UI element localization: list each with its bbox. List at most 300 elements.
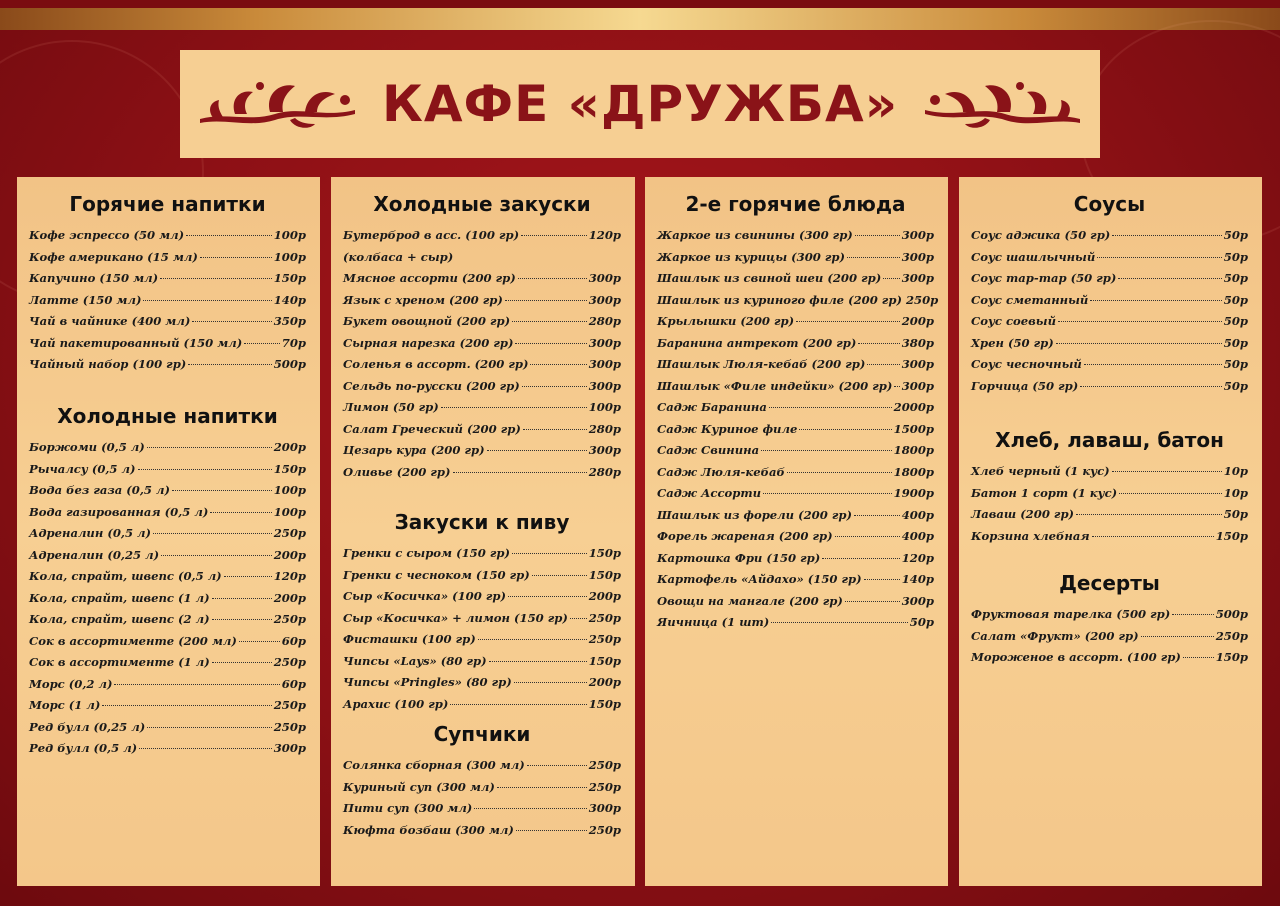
dot-leader <box>1112 471 1222 472</box>
menu-item <box>971 461 1248 483</box>
menu-item-name: Чай в чайнике (400 мл) <box>29 314 191 328</box>
dot-leader <box>161 555 272 556</box>
menu-item-price: 10р <box>1223 485 1248 500</box>
menu-item-price: 50р <box>1223 357 1248 371</box>
menu-item-price: 50р <box>1223 271 1248 285</box>
menu-item <box>343 543 621 565</box>
dot-leader <box>763 493 892 494</box>
menu-item <box>29 247 306 269</box>
menu-item-price: 500р <box>1215 607 1248 621</box>
menu-item <box>971 647 1248 669</box>
top-edge <box>0 0 1280 8</box>
dot-leader <box>478 639 587 640</box>
menu-item-name: Горчица (50 гр) <box>971 378 1079 393</box>
menu-item-name: Рычалсу (0,5 л) <box>29 461 136 476</box>
dot-leader <box>508 596 587 597</box>
menu-item-name: Хлеб черный (1 кус) <box>971 464 1110 478</box>
menu-item-price: 400р <box>901 529 934 543</box>
menu-item-name: Соус тар-тар (50 гр) <box>971 271 1117 285</box>
menu-item <box>343 397 621 419</box>
menu-item <box>29 290 306 312</box>
menu-item <box>343 333 621 355</box>
menu-item-price: 250р <box>273 526 306 540</box>
menu-item <box>29 311 306 333</box>
menu-item-name: Шашлык из форели (200 гр) <box>657 507 852 522</box>
menu-item-name: Жаркое из свинины (300 гр) <box>657 228 853 242</box>
menu-item-name: Гренки с чесноком (150 гр) <box>343 567 530 582</box>
menu-item <box>657 290 939 312</box>
menu-item-name: Садж Куриное филе <box>657 421 798 436</box>
dot-leader <box>186 235 272 236</box>
menu-item-name: Салат Греческий (200 гр) <box>343 421 521 436</box>
dot-leader <box>212 598 272 599</box>
section-title: Десерты <box>1059 571 1160 595</box>
menu-item-price: 380р <box>901 335 934 350</box>
menu-item-name: Соленья в ассорт. (200 гр) <box>343 357 529 371</box>
menu-item-name: Кофе американо (15 мл) <box>29 249 198 264</box>
menu-item-price: 300р <box>588 378 621 393</box>
menu-item <box>29 354 306 376</box>
menu-item <box>343 586 621 608</box>
menu-item-price: 100р <box>273 504 306 519</box>
dot-leader <box>138 469 272 470</box>
dot-leader <box>518 278 587 279</box>
menu-item-price: 50р <box>1223 335 1248 350</box>
dot-leader <box>867 364 899 365</box>
menu-item <box>657 569 934 591</box>
menu-section <box>971 568 1248 669</box>
menu-item <box>971 483 1248 505</box>
menu-item <box>29 523 306 545</box>
dot-leader <box>160 278 272 279</box>
menu-item-name: Салат «Фрукт» (200 гр) <box>971 628 1139 643</box>
menu-item-name: Адреналин (0,25 л) <box>29 547 160 562</box>
menu-item-name: Мороженое в ассорт. (100 гр) <box>971 650 1181 664</box>
menu-item-price: 200р <box>273 590 306 605</box>
menu-item <box>971 247 1248 269</box>
menu-item-price: 50р <box>1223 292 1248 307</box>
menu-item-price: 50р <box>1223 249 1248 264</box>
menu-item-price: 50р <box>1223 228 1248 242</box>
menu-item <box>343 565 621 587</box>
menu-item <box>29 225 306 247</box>
menu-item <box>29 480 306 502</box>
menu-item <box>29 545 306 567</box>
menu-item-price: 280р <box>588 314 621 328</box>
menu-item-price: 250р <box>273 719 306 734</box>
dot-leader <box>787 472 892 473</box>
menu-item-price: 140р <box>273 292 306 307</box>
menu-item-price: 150р <box>588 653 621 668</box>
menu-item-name: Букет овощной (200 гр) <box>343 314 511 328</box>
menu-item-price: 50р <box>909 615 934 629</box>
menu-item-name: Соус чесночный <box>971 357 1082 371</box>
title-banner <box>180 50 1100 158</box>
menu-item-price: 300р <box>901 593 934 608</box>
menu-item-price: 2000р <box>893 400 934 414</box>
menu-item <box>657 419 934 441</box>
dot-leader <box>487 450 587 451</box>
menu-item <box>343 777 621 799</box>
menu-item <box>657 505 934 527</box>
menu-item-price: 60р <box>281 633 306 648</box>
dot-leader <box>1112 235 1221 236</box>
menu-item-price: 400р <box>901 507 934 522</box>
dot-leader <box>497 787 587 788</box>
dot-leader <box>522 386 587 387</box>
menu-item-name: Фруктовая тарелка (500 гр) <box>971 607 1171 621</box>
menu-item <box>971 504 1248 526</box>
dot-leader <box>769 407 892 408</box>
menu-item-name: Чипсы «Lays» (80 гр) <box>343 653 487 668</box>
menu-item <box>343 798 621 820</box>
menu-item-name: Пити суп (300 мл) <box>343 801 473 815</box>
menu-item-name: Лимон (50 гр) <box>343 400 439 414</box>
section-title: Холодные напитки <box>57 404 278 428</box>
menu-item-name: Крылышки (200 гр) <box>657 314 795 328</box>
left-ornament-icon <box>195 74 360 134</box>
menu-item-name: Цезарь кура (200 гр) <box>343 443 485 457</box>
dot-leader <box>102 705 271 706</box>
menu-item-name: Гренки с сыром (150 гр) <box>343 546 510 560</box>
menu-item-price: 250р <box>273 698 306 712</box>
dot-leader <box>139 748 272 749</box>
menu-item-price: 150р <box>273 271 306 285</box>
dot-leader <box>523 429 587 430</box>
dot-leader <box>1119 493 1222 494</box>
menu-item-name: Соус шашлычный <box>971 249 1096 264</box>
menu-item-name: Капучино (150 мл) <box>29 271 159 285</box>
dot-leader <box>530 364 586 365</box>
menu-item <box>343 694 621 716</box>
dot-leader <box>210 512 271 513</box>
menu-item-name: Кофе эспрессо (50 мл) <box>29 228 185 242</box>
menu-item <box>971 604 1248 626</box>
menu-item <box>657 397 934 419</box>
section-title: Холодные закуски <box>373 192 591 216</box>
menu-item-name: Садж Баранина <box>657 400 767 414</box>
dot-leader <box>512 321 587 322</box>
menu-item-price: 150р <box>273 461 306 476</box>
menu-item-price: 150р <box>588 567 621 582</box>
dot-leader <box>239 641 280 642</box>
menu-item-name: Ред булл (0,5 л) <box>29 741 138 755</box>
dot-leader <box>188 364 271 365</box>
dot-leader <box>854 515 900 516</box>
dot-leader <box>894 386 899 387</box>
menu-item-price: 50р <box>1223 507 1248 521</box>
menu-item-name: Шашлык из куриного филе (200 гр) <box>657 292 902 307</box>
menu-item-name: Корзина хлебная <box>971 528 1090 543</box>
dot-leader <box>441 407 587 408</box>
dot-leader <box>822 558 899 559</box>
menu-item <box>29 652 306 674</box>
menu-item-price: 140р <box>901 572 934 586</box>
menu-item-price: 300р <box>588 357 621 371</box>
dot-leader <box>858 343 899 344</box>
gold-band <box>0 8 1280 30</box>
menu-item <box>971 376 1248 398</box>
menu-item-name: Морс (0,2 л) <box>29 676 113 691</box>
menu-item <box>657 268 934 290</box>
menu-item-price: 300р <box>273 741 306 755</box>
menu-item-price: 50р <box>1223 378 1248 393</box>
menu-item-name: Кола, спрайт, швепс (1 л) <box>29 590 210 605</box>
dot-leader <box>1056 343 1222 344</box>
menu-item-name: Кола, спрайт, швепс (2 л) <box>29 612 210 626</box>
menu-item-name: Форель жареная (200 гр) <box>657 529 833 543</box>
menu-item-name: Жаркое из курицы (300 гр) <box>657 249 845 264</box>
section-title: Соусы <box>1073 192 1146 216</box>
menu-item-price: 150р <box>588 546 621 560</box>
menu-item <box>657 462 934 484</box>
dot-leader <box>212 662 272 663</box>
dot-leader <box>172 490 272 491</box>
menu-item-price: 10р <box>1223 464 1248 478</box>
menu-item-name: Баранина антрекот (200 гр) <box>657 335 857 350</box>
menu-section <box>29 401 306 760</box>
dot-leader <box>1172 614 1213 615</box>
menu-item-price: 120р <box>588 228 621 242</box>
menu-column-1 <box>17 177 320 886</box>
menu-item-price: 200р <box>273 440 306 454</box>
menu-item-name: Картофель «Айдахо» (150 гр) <box>657 572 862 586</box>
menu-item <box>29 609 306 631</box>
menu-item <box>657 376 934 398</box>
dot-leader <box>570 618 587 619</box>
menu-item-price: 250р <box>588 822 621 837</box>
menu-item-name: Овощи на мангале (200 гр) <box>657 593 843 608</box>
menu-item <box>657 612 934 634</box>
menu-item <box>29 566 306 588</box>
menu-item-name: Сыр «Косичка» + лимон (150 гр) <box>343 610 568 625</box>
menu-item-price: 280р <box>588 421 621 436</box>
dot-leader <box>847 257 900 258</box>
dot-leader <box>1141 636 1214 637</box>
menu-item <box>971 268 1248 290</box>
menu-item <box>657 548 934 570</box>
menu-item <box>29 695 306 717</box>
menu-item-name: Морс (1 л) <box>29 698 101 712</box>
menu-item <box>657 440 934 462</box>
menu-item <box>343 225 621 247</box>
dot-leader <box>1090 300 1221 301</box>
dot-leader <box>514 682 587 683</box>
section-title: Горячие напитки <box>69 192 266 216</box>
section-title: Хлеб, лаваш, батон <box>995 428 1224 452</box>
menu-item <box>657 483 934 505</box>
menu-item-price: 150р <box>1215 528 1248 543</box>
menu-item-name: Боржоми (0,5 л) <box>29 440 145 454</box>
menu-item-price: 350р <box>273 314 306 328</box>
menu-column-3 <box>645 177 948 886</box>
dot-leader <box>224 576 272 577</box>
menu-item-price: 300р <box>588 335 621 350</box>
dot-leader <box>192 321 271 322</box>
menu-item <box>971 311 1248 333</box>
menu-item <box>971 225 1248 247</box>
menu-item <box>343 629 621 651</box>
menu-item <box>343 419 621 441</box>
menu-item <box>29 268 306 290</box>
menu-item <box>971 290 1248 312</box>
dot-leader <box>1183 657 1214 658</box>
menu-item <box>657 591 934 613</box>
menu-item-name: Адреналин (0,5 л) <box>29 526 152 540</box>
dot-leader <box>512 553 587 554</box>
menu-item <box>971 626 1248 648</box>
menu-item <box>29 738 306 760</box>
menu-item-price: 1800р <box>893 443 934 457</box>
menu-item-name: Шашлык из свиной шеи (200 гр) <box>657 271 882 285</box>
menu-item-name: Садж Люля-кебаб <box>657 464 785 479</box>
menu-item <box>343 311 621 333</box>
menu-item-name: Куриный суп (300 мл) <box>343 779 495 794</box>
dot-leader <box>147 447 272 448</box>
dot-leader <box>771 622 907 623</box>
menu-item-price: 1800р <box>893 464 934 479</box>
menu-item <box>29 717 306 739</box>
menu-item-price: 120р <box>901 550 934 565</box>
dot-leader <box>450 704 586 705</box>
menu-item <box>29 437 306 459</box>
menu-item <box>657 311 934 333</box>
dot-leader <box>1118 278 1221 279</box>
menu-item-price: 250р <box>1215 628 1248 643</box>
menu-item-price: 1500р <box>893 421 934 436</box>
menu-item-price: 250р <box>588 758 621 772</box>
menu-item-name: Соус аджика (50 гр) <box>971 228 1111 242</box>
menu-item-name: (колбаса + сыр) <box>343 249 454 264</box>
menu-item-name: Сырная нарезка (200 гр) <box>343 335 514 350</box>
menu-item-price: 300р <box>901 357 934 371</box>
menu-item-name: Ред булл (0,25 л) <box>29 719 146 734</box>
menu-section <box>971 189 1248 397</box>
menu-item-price: 250р <box>273 612 306 626</box>
dot-leader <box>516 830 587 831</box>
menu-item-name: Солянка сборная (300 мл) <box>343 758 525 772</box>
menu-item <box>657 225 934 247</box>
menu-item <box>657 354 934 376</box>
menu-item-name: Соус сметанный <box>971 292 1089 307</box>
menu-item-price: 200р <box>588 589 621 603</box>
dot-leader <box>515 343 586 344</box>
section-title: 2-е горячие блюда <box>685 192 906 216</box>
menu-section <box>29 189 306 376</box>
menu-item-price: 250р <box>588 632 621 646</box>
dot-leader <box>200 257 272 258</box>
menu-item-name: Чипсы «Pringles» (80 гр) <box>343 675 512 689</box>
menu-item-price: 200р <box>588 675 621 689</box>
menu-item-price: 250р <box>588 779 621 794</box>
menu-item-name: Лаваш (200 гр) <box>971 507 1075 521</box>
dot-leader <box>114 684 279 685</box>
menu-item-price: 280р <box>588 464 621 479</box>
menu-item-price: 300р <box>901 249 934 264</box>
menu-item <box>971 333 1248 355</box>
menu-column-2 <box>331 177 635 886</box>
menu-item-name: Чайный набор (100 гр) <box>29 357 187 371</box>
dot-leader <box>1080 386 1222 387</box>
menu-item-price: 300р <box>901 228 934 242</box>
right-ornament-icon <box>920 74 1085 134</box>
menu-item <box>29 588 306 610</box>
menu-item-name: Бутерброд в асс. (100 гр) <box>343 228 520 242</box>
menu-item-name: Батон 1 сорт (1 кус) <box>971 485 1118 500</box>
menu-item <box>343 376 621 398</box>
menu-item <box>343 755 621 777</box>
dot-leader <box>855 235 900 236</box>
dot-leader <box>147 727 271 728</box>
dot-leader <box>796 321 900 322</box>
menu-item-price: 300р <box>901 271 934 285</box>
menu-section <box>343 719 621 841</box>
menu-item <box>657 247 934 269</box>
menu-item-name: Яичница (1 шт) <box>657 615 770 629</box>
menu-item-price: 250р <box>905 292 939 307</box>
menu-item-name: Фисташки (100 гр) <box>343 632 476 646</box>
menu-item-price: 100р <box>273 228 306 242</box>
menu-item-name: Садж Свинина <box>657 443 760 457</box>
menu-item-name: Арахис (100 гр) <box>343 696 449 711</box>
menu-item-name: Сельдь по-русски (200 гр) <box>343 378 520 393</box>
dot-leader <box>845 601 900 602</box>
menu-item <box>343 672 621 694</box>
menu-item <box>971 354 1248 376</box>
dot-leader <box>835 536 900 537</box>
menu-item-name: Оливье (200 гр) <box>343 464 451 479</box>
menu-section <box>657 189 939 634</box>
menu-item-name: Соус соевый <box>971 314 1057 328</box>
menu-item-name: Мясное ассорти (200 гр) <box>343 271 516 285</box>
menu-column-4 <box>959 177 1262 886</box>
menu-section <box>343 507 621 715</box>
dot-leader <box>474 808 586 809</box>
menu-section <box>343 189 621 483</box>
menu-item-name: Шашлык Люля-кебаб (200 гр) <box>657 357 866 371</box>
dot-leader <box>1092 536 1214 537</box>
menu-item <box>343 608 621 630</box>
menu-item-name: Чай пакетированный (150 мл) <box>29 335 243 350</box>
section-title: Закуски к пиву <box>394 510 570 534</box>
menu-item <box>29 333 306 355</box>
menu-item-price: 70р <box>281 335 306 350</box>
section-title: Супчики <box>433 722 531 746</box>
menu-item-price: 100р <box>273 249 306 264</box>
menu-item-name: Шашлык «Филе индейки» (200 гр) <box>657 378 893 393</box>
menu-item-price: 300р <box>901 378 934 393</box>
menu-item-price: 200р <box>273 547 306 562</box>
menu-item-name: Сок в ассортименте (200 мл) <box>29 633 237 648</box>
menu-item-price: 120р <box>273 569 306 583</box>
menu-item <box>971 526 1248 548</box>
menu-item-name: Кюфта бозбаш (300 мл) <box>343 822 514 837</box>
menu-item-price: 300р <box>588 271 621 285</box>
menu-item <box>29 459 306 481</box>
menu-item-price: 150р <box>1215 650 1248 664</box>
menu-item-price: 250р <box>588 610 621 625</box>
menu-item <box>343 440 621 462</box>
menu-item-name: Хрен (50 гр) <box>971 335 1054 350</box>
dot-leader <box>521 235 587 236</box>
menu-item-name: Сок в ассортименте (1 л) <box>29 655 210 669</box>
menu-item-price: 500р <box>273 357 306 371</box>
menu-item-price: 300р <box>588 292 621 307</box>
menu-item-price: 60р <box>281 676 306 691</box>
menu-item <box>343 290 621 312</box>
menu-item <box>343 247 621 269</box>
dot-leader <box>1084 364 1222 365</box>
